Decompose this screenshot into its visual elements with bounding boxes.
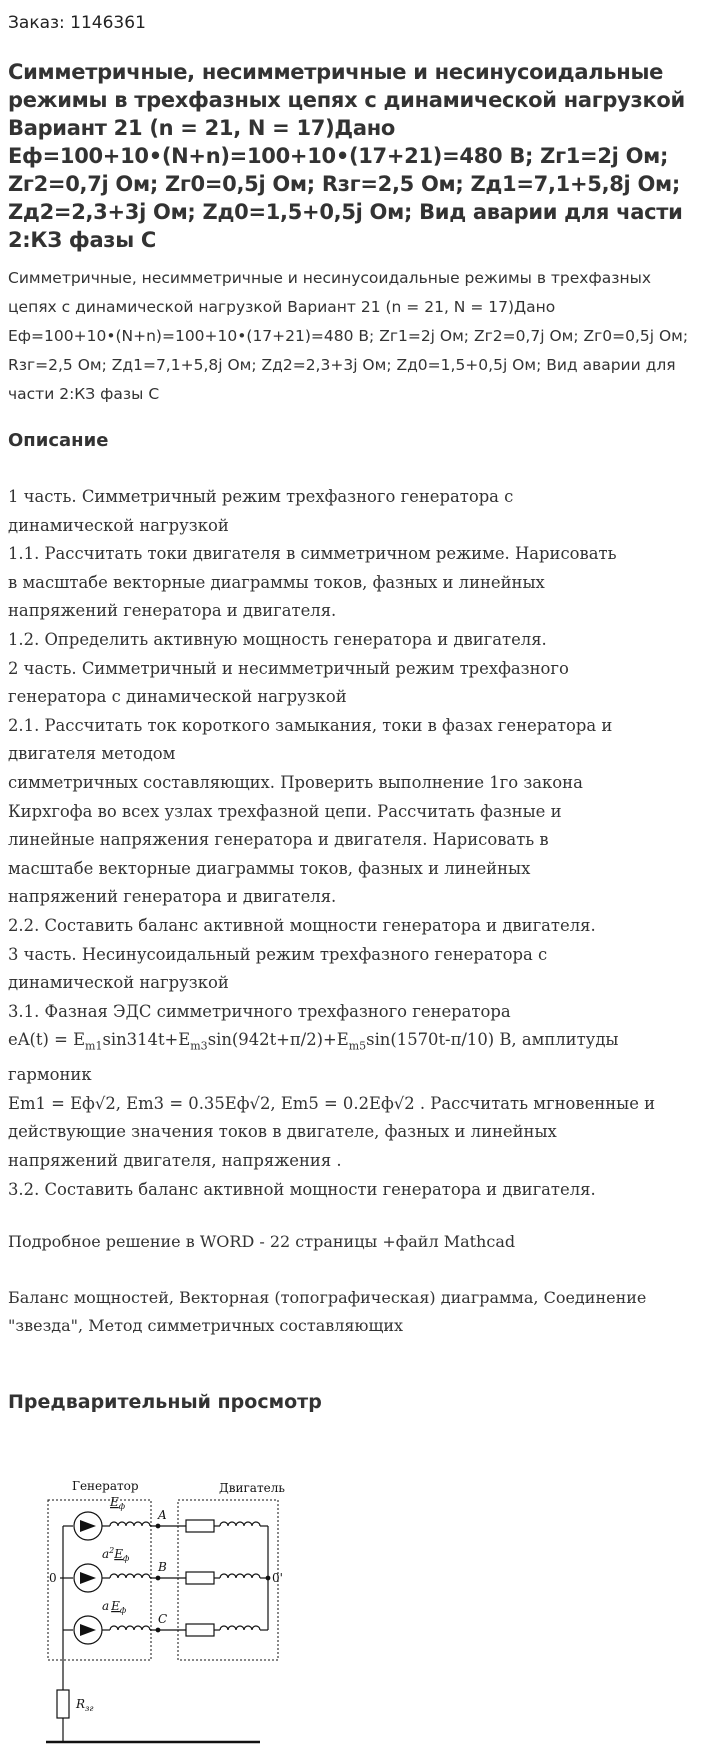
description-line: 3.1. Фазная ЭДС симметричного трехфазного генератора (8, 1001, 511, 1021)
node-0p-label: 0' (272, 1571, 283, 1585)
description-line: динамической нагрузкой (8, 973, 229, 993)
description-line: 1 часть. Симметричный режим трехфазного генератора с (8, 487, 514, 506)
generator-label: Генератор (72, 1479, 139, 1493)
emf-b-label: $a^2E_ф$ (102, 1546, 130, 1563)
description-line: Em1 = Еф√2, Em3 = 0.35Еф√2, Em5 = 0.2Еф√2 . Рассчитать мгновенные и (8, 1093, 656, 1113)
description-line: масштабе векторные диаграммы токов, фазных и линейных (8, 858, 531, 878)
order-number: Заказ: 1146361 (8, 13, 146, 33)
gen-coil-c (110, 1626, 150, 1630)
emf-a-label: $E_ф$ (110, 1495, 126, 1511)
gen-coil-b (110, 1574, 150, 1578)
motor-coil-c (220, 1626, 260, 1630)
motor-resistor-c (186, 1624, 214, 1636)
gen-coil-a (110, 1522, 150, 1526)
description-line: 2.1. Рассчитать ток короткого замыкания, токи в фазах генератора и (8, 715, 613, 735)
motor-resistor-a (186, 1520, 214, 1532)
description-line: линейные напряжения генератора и двигателя. Нарисовать в (8, 830, 549, 850)
phase-b-label: B (158, 1560, 167, 1574)
description-line: в масштабе векторные диаграммы токов, фазных и линейных (8, 572, 545, 592)
description-body (8, 483, 694, 1204)
motor-label: Двигатель (219, 1481, 285, 1495)
description-line: 2 часть. Симметричный и несимметричный режим трехфазного (8, 658, 569, 678)
page-content (8, 0, 694, 1341)
description-line: симметричных составляющих. Проверить выполнение 1го закона (8, 772, 583, 792)
motor-resistor-b (186, 1572, 214, 1584)
circuit-diagram (40, 1478, 340, 1750)
motor-coil-b (220, 1574, 260, 1578)
description-line: 2.2. Составить баланс активной мощности генератора и двигателя. (8, 915, 596, 935)
preview-heading: Предварительный просмотр (8, 1391, 322, 1413)
tags-text: Баланс мощностей, Векторная (топографическая) диаграмма, Соединение "звезда", Метод симметричных составляющих (8, 1287, 647, 1336)
description-heading: Описание (8, 430, 109, 451)
page-title: Симметричные, несимметричные и несинусоидальные режимы в трехфазных цепях с динамической нагрузкой Вариант 21 (n = 21, N = 17)Дано Еф=100+10•(N+n)=100+10•(17+21)=480 В; Zг1=2j Ом; Zг2=0,7j Ом; Zг0=0,5j Ом; Rзг=2,5 Ом; Zд1=7,1+5,8j Ом; Zд2=2,3+3j Ом; Zд0=1,5+0,5j Ом; Вид аварии для части 2:КЗ фазы С (8, 60, 685, 252)
description-line: 3 часть. Несинусоидальный режим трехфазного генератора с (8, 944, 548, 964)
description-line: 1.1. Рассчитать токи двигателя в симметричном режиме. Нарисовать (8, 544, 617, 564)
emf-c-label: a $E_ф$ (102, 1599, 127, 1615)
node-0-label: 0 (49, 1571, 57, 1585)
description-line: напряжений генератора и двигателя. (8, 887, 337, 907)
description-line: Кирхгофа во всех узлах трехфазной цепи. Рассчитать фазные и (8, 801, 562, 821)
phase-a-label: A (158, 1508, 167, 1522)
description-line: динамической нагрузкой (8, 515, 229, 535)
description-line: 3.2. Составить баланс активной мощности генератора и двигателя. (8, 1179, 596, 1199)
description-line: генератора с динамической нагрузкой (8, 687, 347, 707)
description-line: гармоник (8, 1065, 92, 1085)
resistor-label: $R_{зг}$ (76, 1697, 94, 1713)
summary-text: Симметричные, несимметричные и несинусоидальные режимы в трехфазных цепях с динамической нагрузкой Вариант 21 (n = 21, N = 17)Дано Еф=100+10•(N+n)=100+10•(17+21)=480 В; Zг1=2j Ом; Zг2=0,7j Ом; Zг0=0,5j Ом; Rзг=2,5 Ом; Zд1=7,1+5,8j Ом; Zд2=2,3+3j Ом; Zд0=1,5+0,5j Ом; Вид аварии для части 2:КЗ фазы С (8, 269, 689, 403)
ground-resistor (57, 1690, 69, 1718)
motor-coil-a (220, 1522, 260, 1526)
description-line: действующие значения токов в двигателе, фазных и линейных (8, 1122, 557, 1142)
description-line: 1.2. Определить активную мощность генератора и двигателя. (8, 629, 547, 649)
description-line: двигателя методом (8, 744, 176, 764)
formula-line: $eA(t) = E_{m1}\sin 314t+E_{m3}\sin(942t+\pi/2)+E_{m5}\sin(1570t-\pi/10)$ В, амплитуды (8, 1030, 619, 1053)
description-line: напряжений двигателя, напряжения . (8, 1150, 342, 1170)
word-note: Подробное решение в WORD - 22 страницы +файл Mathcad (8, 1232, 516, 1252)
phase-c-label: C (158, 1612, 168, 1626)
description-line: напряжений генератора и двигателя. (8, 601, 337, 621)
